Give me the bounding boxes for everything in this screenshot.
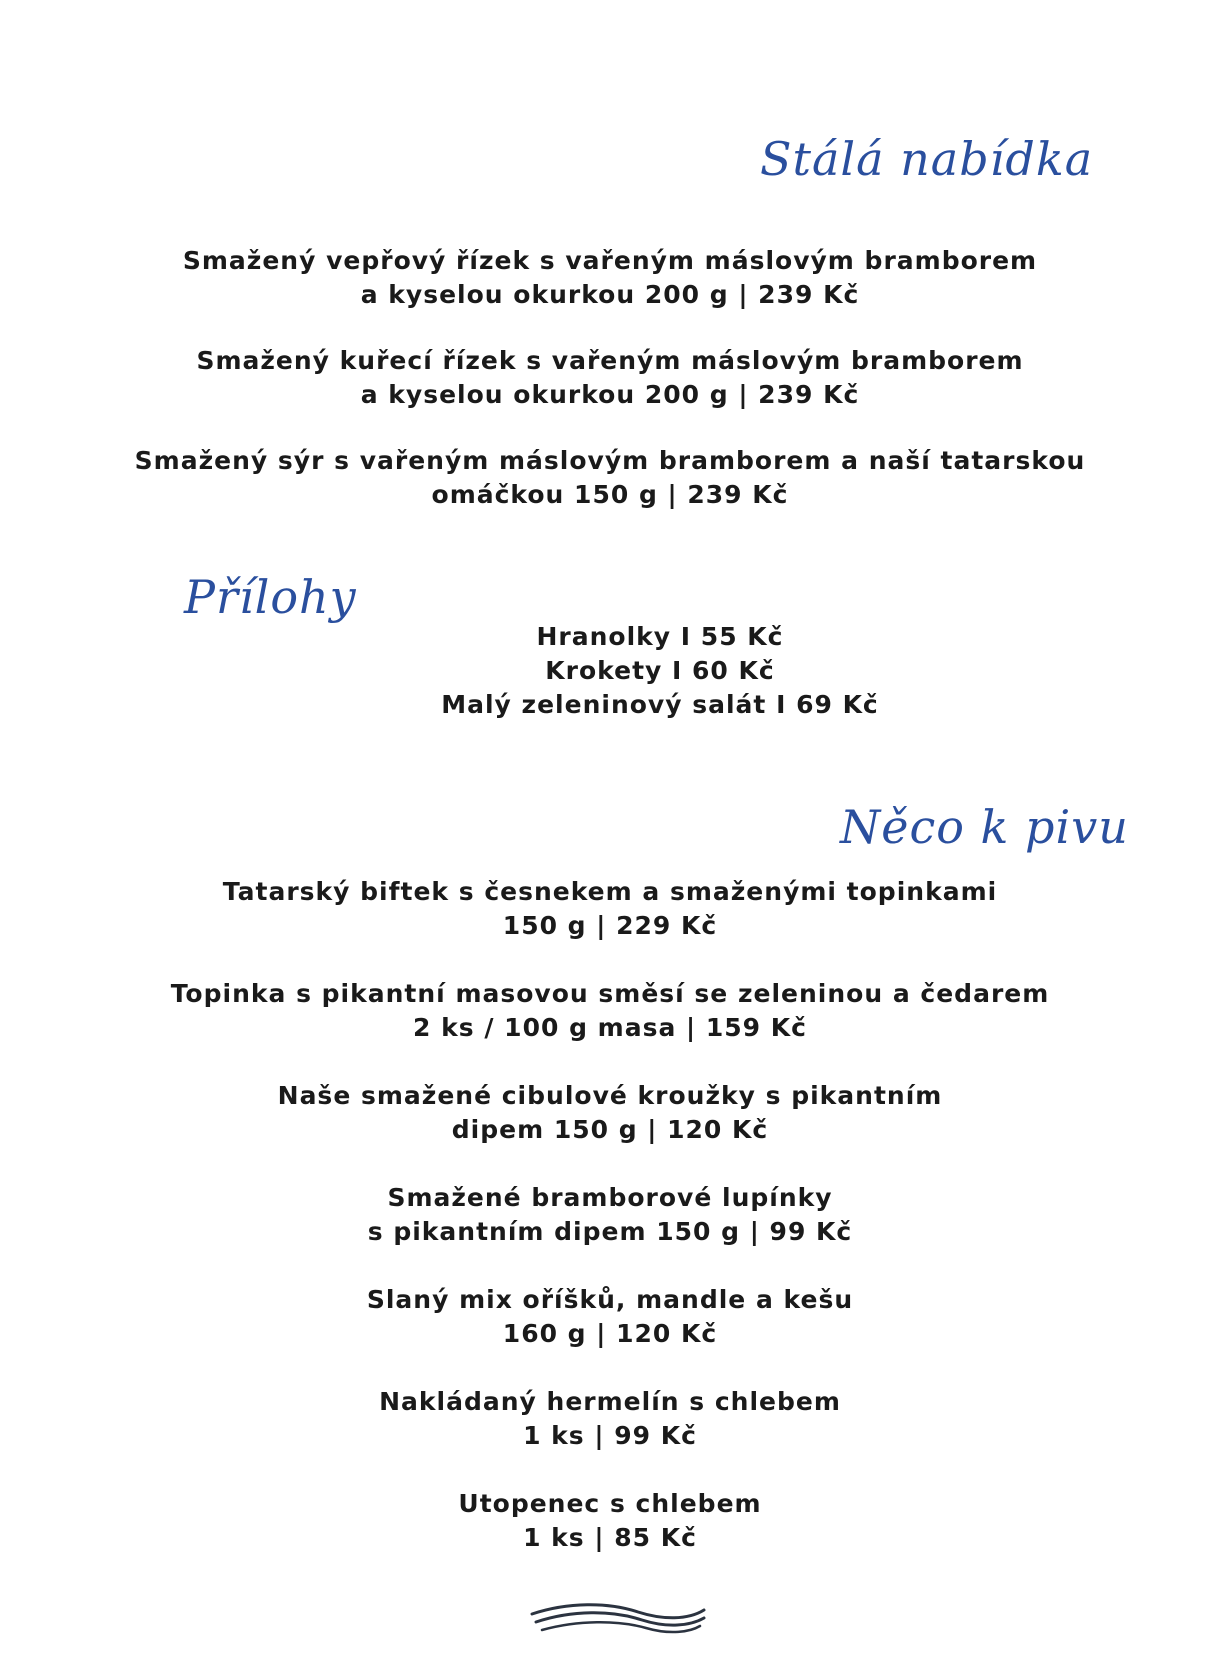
menu-item-line: 160 g | 120 Kč [502, 1319, 718, 1348]
menu-item [110, 344, 1110, 412]
side-item-label: Krokety I 60 Kč [545, 656, 775, 685]
menu-item [110, 1487, 1110, 1555]
menu-item [110, 244, 1110, 312]
heading-stala-nabidka: Stálá nabídka [760, 132, 1094, 186]
menu-item-line: Nakládaný hermelín s chlebem [379, 1387, 841, 1416]
menu-item [110, 1181, 1110, 1249]
menu-item-line: 2 ks / 100 g masa | 159 Kč [413, 1013, 807, 1042]
menu-item [110, 1079, 1110, 1147]
menu-item-line: 1 ks | 99 Kč [523, 1421, 697, 1450]
heading-neco-k-pivu: Něco k pivu [840, 800, 1129, 854]
side-item [160, 620, 1160, 654]
menu-item-line: 150 g | 229 Kč [502, 911, 718, 940]
heading-prilohy: Přílohy [184, 570, 357, 624]
neco-k-pivu-list [110, 875, 1110, 1589]
menu-item-line: Tatarský biftek s česnekem a smaženými topinkami [222, 877, 998, 906]
wave-ornament-icon [528, 1598, 708, 1642]
side-item [160, 654, 1160, 688]
menu-item-line: 1 ks | 85 Kč [523, 1523, 697, 1552]
menu-item-line: dipem 150 g | 120 Kč [451, 1115, 769, 1144]
menu-item-line: Smažený sýr s vařeným máslovým bramborem a naší tatarskou [134, 446, 1086, 475]
side-item-label: Malý zeleninový salát I 69 Kč [441, 690, 879, 719]
menu-item [110, 977, 1110, 1045]
menu-item-line: Slaný mix oříšků, mandle a kešu [366, 1285, 854, 1314]
menu-item-line: Smažené bramborové lupínky [387, 1183, 833, 1212]
side-item-label: Hranolky I 55 Kč [536, 622, 784, 651]
stala-nabidka-list [110, 244, 1110, 544]
menu-item-line: Utopenec s chlebem [458, 1489, 762, 1518]
menu-item-line: Smažený kuřecí řízek s vařeným máslovým bramborem [196, 346, 1024, 375]
menu-item [110, 1283, 1110, 1351]
menu-item [110, 444, 1110, 512]
menu-item [110, 875, 1110, 943]
menu-item-line: Topinka s pikantní masovou směsí se zeleninou a čedarem [170, 979, 1050, 1008]
menu-item-line: a kyselou okurkou 200 g | 239 Kč [360, 380, 860, 409]
menu-item-line: Smažený vepřový řízek s vařeným máslovým bramborem [182, 246, 1038, 275]
menu-item-line: Naše smažené cibulové kroužky s pikantním [277, 1081, 943, 1110]
menu-item-line: s pikantním dipem 150 g | 99 Kč [367, 1217, 853, 1246]
menu-item-line: omáčkou 150 g | 239 Kč [431, 480, 789, 509]
side-item [160, 688, 1160, 722]
prilohy-list [160, 620, 1160, 722]
menu-item-line: a kyselou okurkou 200 g | 239 Kč [360, 280, 860, 309]
menu-item [110, 1385, 1110, 1453]
